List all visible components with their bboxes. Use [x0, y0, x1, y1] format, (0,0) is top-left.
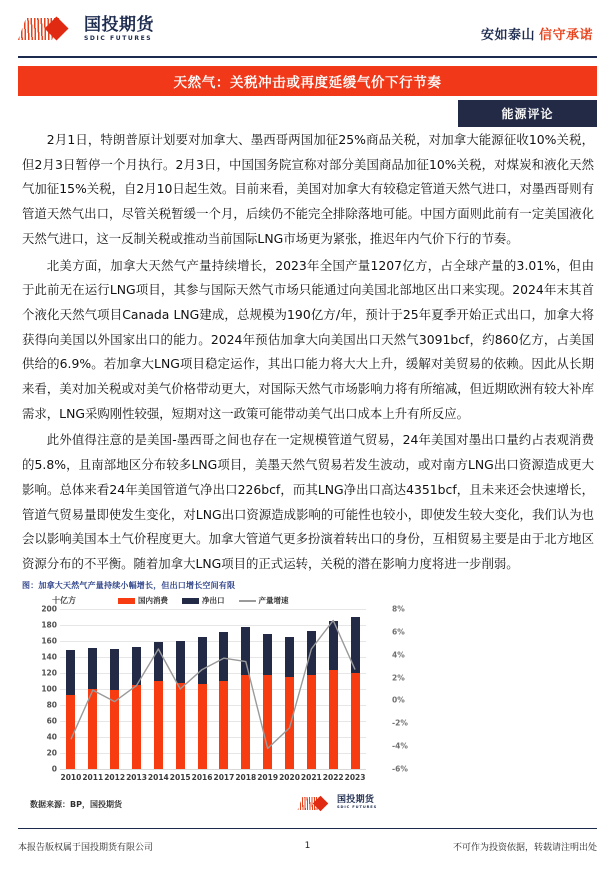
chart-y-tick-label: 80 — [46, 700, 57, 710]
logo-mark-icon — [22, 16, 78, 42]
chart-y-tick-label: 40 — [46, 732, 57, 742]
chart-y-tick-label: 180 — [41, 620, 57, 630]
chart-x-tick-label: 2019 — [257, 773, 279, 782]
chart-y-tick-label: 120 — [41, 668, 57, 678]
chart-x-tick-label: 2011 — [82, 773, 104, 782]
legend-label-netexport: 净出口 — [202, 596, 225, 605]
chart-line-series — [60, 609, 366, 769]
logo-text — [84, 14, 154, 42]
chart-y-tick-label: 100 — [41, 684, 57, 694]
legend-swatch-domestic-icon — [118, 598, 135, 604]
chart-y-tick-label: 200 — [41, 604, 57, 614]
report-body — [22, 128, 594, 579]
page-title: 天然气：关税冲击或再度延缓气价下行节奏 — [173, 75, 442, 91]
chart-secondary-y-tick-label: -6% — [392, 764, 408, 774]
chart-secondary-y-tick-label: -4% — [392, 741, 408, 751]
mini-logo-name-cn: 国投期货 — [337, 795, 375, 806]
footer-disclaimer: 不可作为投资依据，转载请注明出处 — [452, 842, 597, 853]
chart-x-tick-label: 2015 — [169, 773, 191, 782]
slogan-part-1: 安如泰山 — [480, 28, 535, 43]
chart-x-tick-label: 2018 — [235, 773, 257, 782]
page-header — [0, 0, 615, 56]
chart-y-tick-label: 140 — [41, 652, 57, 662]
category-badge-label: 能源评论 — [501, 107, 554, 121]
chart-x-tick-label: 2014 — [147, 773, 169, 782]
chart-legend — [118, 595, 289, 606]
chart-x-tick-label: 2017 — [213, 773, 235, 782]
paragraph-2: 北美方面，加拿大天然气产量持续增长，2023年全国产量1207亿方，占全球产量的3.01%，但由于此前无在运行LNG项目，其参与国际天然气市场只能通过向美国北部地区出口来实现。2024年末其首个液化天然气项目Canada LNG建成，总规模为190亿方/年，预计于25年夏季开始正式出口，加拿大将获得向美国以外国家出口的能力。2024年预估加拿大向美国出口天然气3091bcf，约860亿方，占美国供给的6.9%。若加拿大LNG项目稳定运作，其出口能力将大大上升，缓解对美贸易的依赖。因此从长期来看，美对加关税或对美气价格带动更大，对国际天然气市场影响力将有所缩减，但近期欧洲有较大补库需求，LNG采购刚性较强，短期对这一政策可能带动美气出口成本上升有所反应。 — [22, 257, 594, 421]
chart-x-tick-label: 2010 — [60, 773, 82, 782]
mini-logo-text — [337, 796, 377, 810]
mini-logo-name-en: SDIC FUTURES — [337, 805, 378, 810]
legend-label-growth: 产量增速 — [258, 596, 289, 605]
company-logo — [22, 16, 154, 42]
chart-x-axis-labels — [60, 773, 366, 785]
chart-x-tick-label: 2022 — [322, 773, 344, 782]
footer-divider — [18, 828, 597, 829]
chart-secondary-y-tick-label: -2% — [392, 718, 408, 728]
legend-item-growth — [239, 595, 289, 606]
chart-caption: 图：加拿大天然气产量持续小幅增长，但出口增长空间有限 — [22, 581, 236, 590]
logo-company-name-cn: 国投期货 — [84, 14, 154, 35]
mini-logo-mark-icon — [300, 795, 334, 811]
page-footer — [18, 836, 597, 856]
chart-x-tick-label: 2020 — [279, 773, 300, 782]
chart-secondary-y-tick-label: 2% — [392, 673, 405, 683]
legend-label-domestic: 国内消费 — [138, 596, 168, 605]
chart-plot-area — [41, 604, 408, 774]
chart-secondary-y-tick-label: 0% — [392, 695, 405, 705]
legend-swatch-netexport-icon — [182, 598, 199, 604]
chart-secondary-y-tick-label: 8% — [392, 604, 405, 614]
chart-source-row — [22, 795, 414, 821]
chart-block — [22, 580, 422, 821]
chart-figure — [22, 595, 414, 791]
header-divider — [18, 56, 597, 58]
footer-page-number: 1 — [304, 841, 311, 851]
chart-source-note: 数据来源：BP，国投期货 — [30, 800, 122, 809]
slogan-part-2: 信守承诺 — [538, 28, 593, 43]
chart-y-tick-label: 20 — [46, 748, 57, 758]
company-slogan — [481, 24, 593, 43]
chart-y-axis-unit: 十亿方 — [52, 596, 76, 605]
logo-company-name-en: SDIC FUTURES — [84, 34, 153, 42]
chart-x-tick-label: 2013 — [126, 773, 147, 782]
chart-y-tick-label: 160 — [41, 636, 57, 646]
legend-item-netexport — [182, 595, 225, 606]
legend-line-growth-icon — [239, 600, 256, 602]
category-badge — [458, 100, 597, 127]
report-title-banner — [18, 66, 597, 96]
chart-x-tick-label: 2016 — [191, 773, 213, 782]
chart-growth-line — [71, 620, 355, 748]
chart-watermark-logo — [300, 795, 377, 811]
chart-x-tick-label: 2023 — [344, 773, 366, 782]
chart-y-tick-label: 60 — [46, 716, 57, 726]
chart-secondary-y-tick-label: 4% — [392, 650, 405, 660]
chart-gridline — [60, 769, 366, 770]
chart-x-tick-label: 2021 — [300, 773, 322, 782]
chart-y-tick-label: 0 — [51, 764, 57, 774]
paragraph-3: 此外值得注意的是美国-墨西哥之间也存在一定规模管道气贸易，24年美国对墨出口量约占表观消费的5.8%，且南部地区分布较多LNG项目，美墨天然气贸易若发生波动，或对南方LNG出口资源造成更大影响。总体来看24年美国管道气净出口226bcf，而其LNG净出口高达4351bcf，且未来还会快速增长，管道气贸易量即使发生变化，对LNG出口资源造成影响的可能性也较小，即使发生较大变化，我们认为也会以影响美国本土气价程度更大。加拿大管道气更多扮演着转出口的身份，互相贸易主要是由于北方地区资源分布的不平衡。随着加拿大LNG项目的正式运转，关税的潜在影响力度将进一步削弱。 — [22, 432, 594, 571]
legend-item-domestic — [118, 595, 168, 606]
chart-secondary-y-tick-label: 6% — [392, 627, 405, 637]
footer-copyright: 本报告版权属于国投期货有限公司 — [18, 842, 154, 853]
paragraph-1: 2月1日，特朗普原计划要对加拿大、墨西哥两国加征25%商品关税，对加拿大能源征收10%关税，但2月3日暂停一个月执行。2月3日，中国国务院宣称对部分美国商品加征10%关税，对煤炭和液化天然气加征15%关税，自2月10日起生效。目前来看，美国对加拿大有较稳定管道天然气进口，对墨西哥则有管道天然气出口，尽管关税暂缓一个月，后续仍不能完全排除落地可能。中国方面则此前有一定美国液化天然气进口，这一反制关税或推动当前国际LNG市场更为紧张，推迟年内气价下行的节奏。 — [22, 132, 594, 246]
chart-x-tick-label: 2012 — [104, 773, 126, 782]
